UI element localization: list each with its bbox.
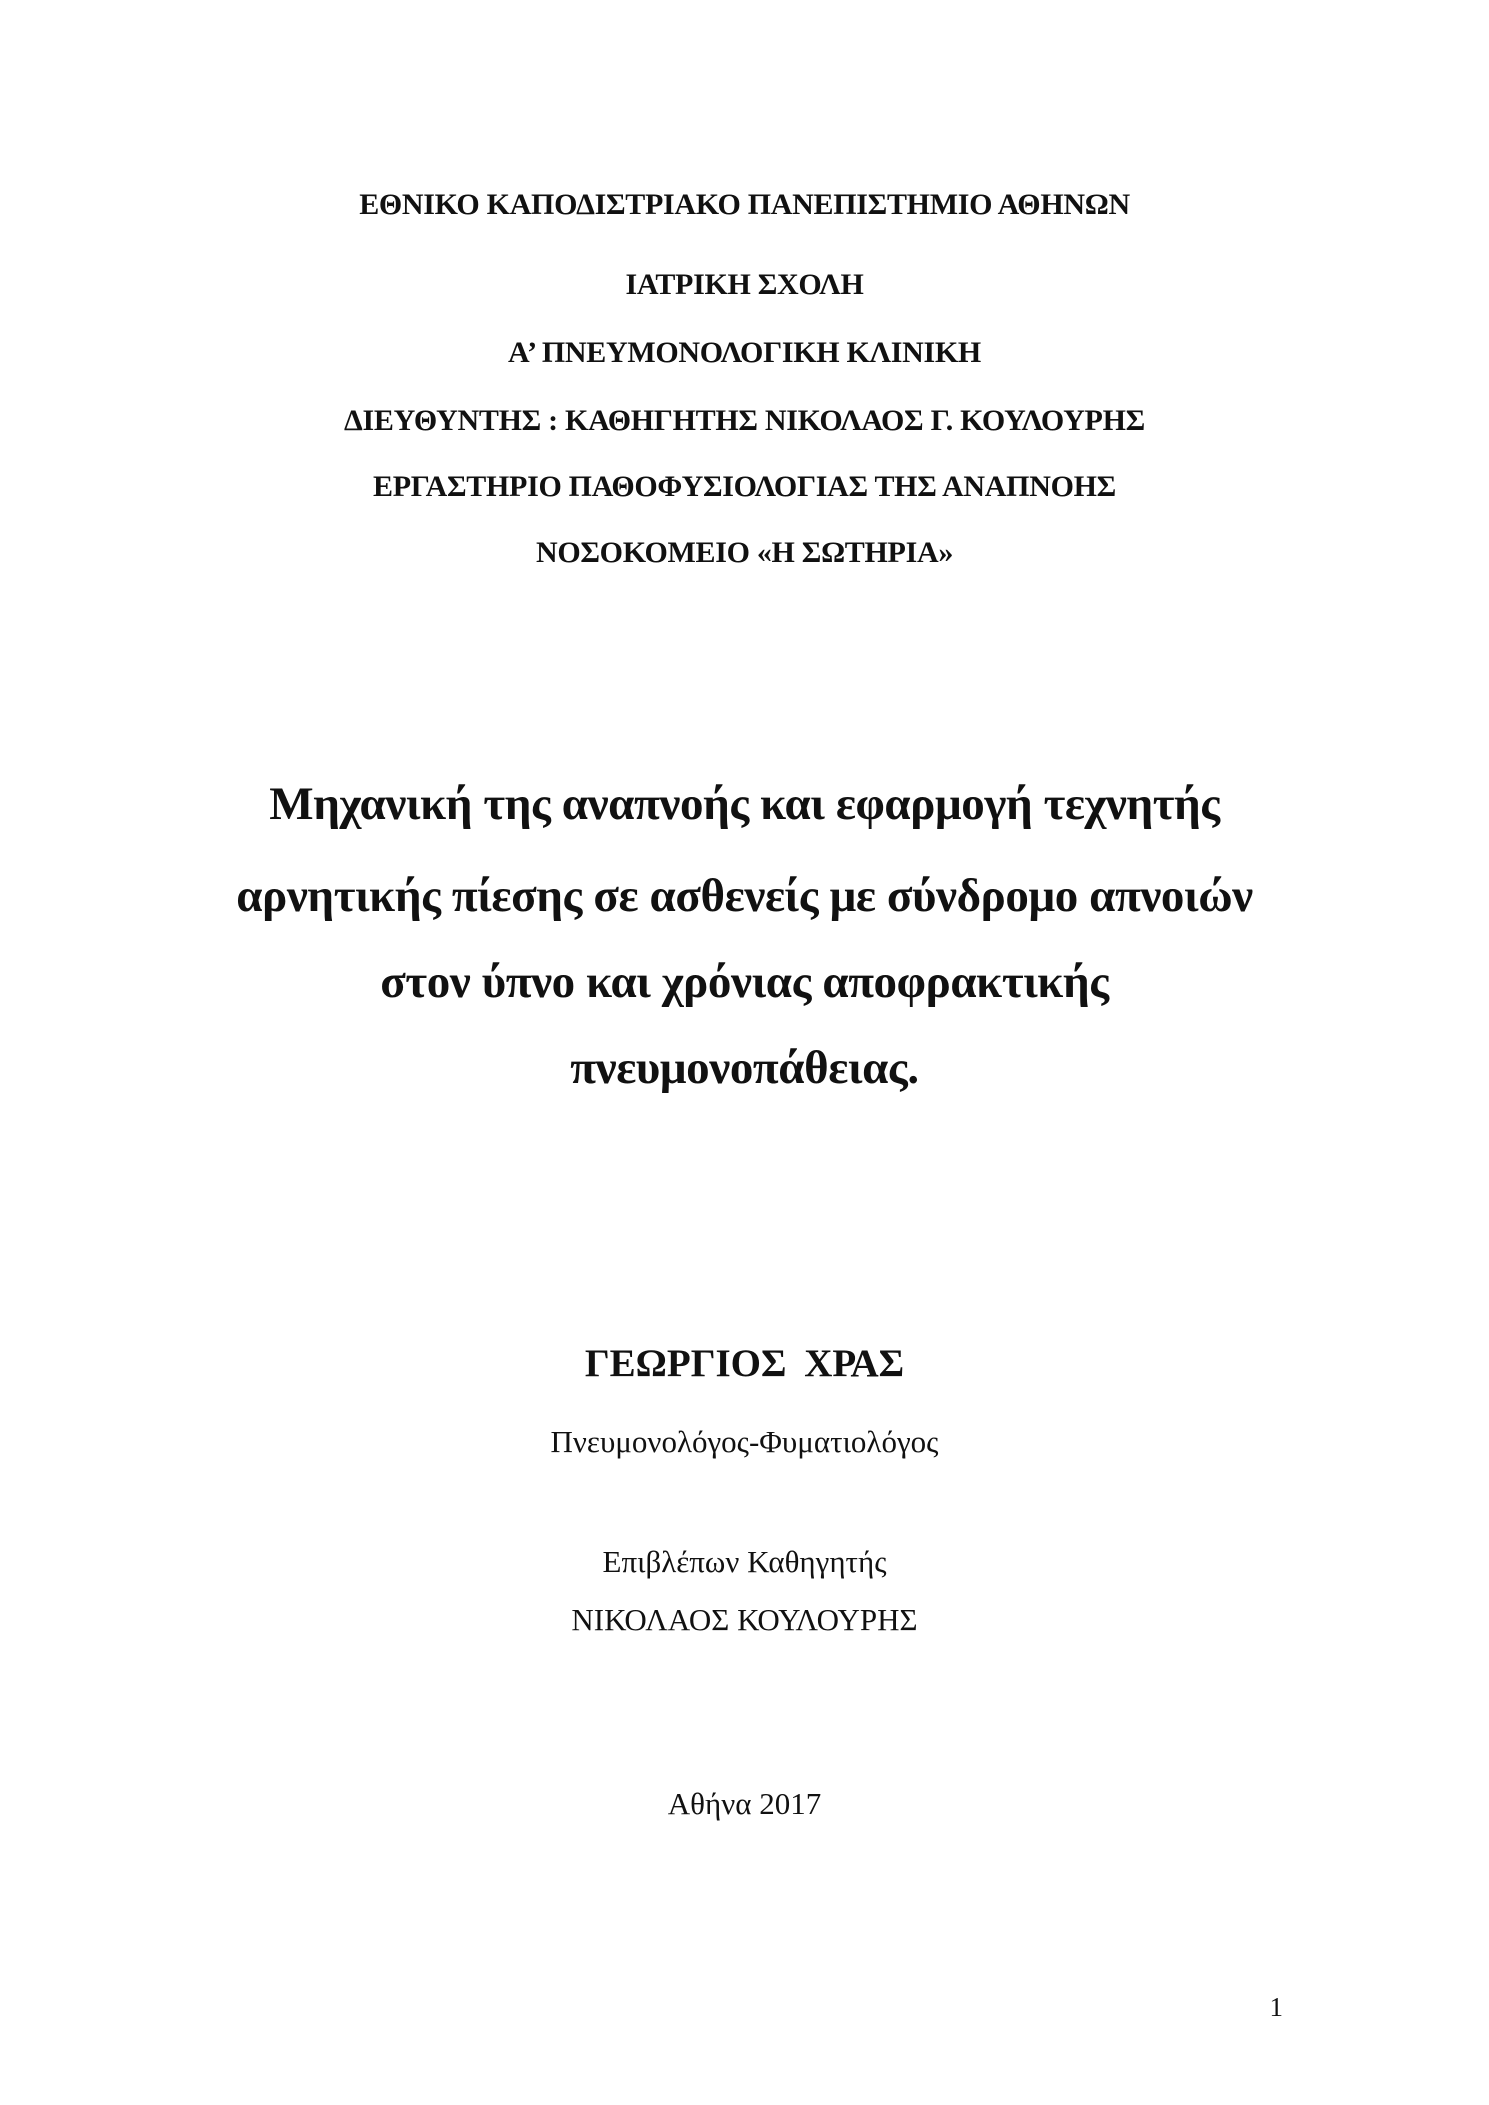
hospital-name: ΝΟΣΟΚΟΜΕΙΟ «Η ΣΩΤΗΡΙΑ» (535, 536, 954, 569)
author-specialty: Πνευμονολόγος-Φυματιολόγος (550, 1424, 939, 1459)
author-name: ΓΕΩΡΓΙΟΣ ΧΡΑΣ (584, 1342, 905, 1385)
place-date: Αθήνα 2017 (667, 1786, 822, 1821)
page-number: 1 (1269, 1992, 1283, 2022)
thesis-title-line-1: Μηχανική της αναπνοής και εφαρμογή τεχνητής (269, 778, 1220, 830)
thesis-title-line-4: πνευμονοπάθειας. (570, 1042, 919, 1094)
supervisor-label: Επιβλέπων Καθηγητής (602, 1544, 887, 1579)
school-name: ΙΑΤΡΙΚΗ ΣΧΟΛΗ (625, 268, 864, 301)
supervisor-name: ΝΙΚΟΛΑΟΣ ΚΟΥΛΟΥΡΗΣ (571, 1602, 918, 1637)
thesis-title-line-3: στον ύπνο και χρόνιας αποφρακτικής (380, 956, 1109, 1008)
director-line: ΔΙΕΥΘΥΝΤΗΣ : ΚΑΘΗΓΗΤΗΣ ΝΙΚΟΛΑΟΣ Γ. ΚΟΥΛΟΥΡΗΣ (344, 404, 1145, 437)
thesis-title-line-2: αρνητικής πίεσης σε ασθενείς με σύνδρομο απνοιών (236, 870, 1253, 922)
university-name: ΕΘΝΙΚΟ ΚΑΠΟΔΙΣΤΡΙΑΚΟ ΠΑΝΕΠΙΣΤΗΜΙΟ ΑΘΗΝΩΝ (359, 188, 1130, 221)
laboratory-name: ΕΡΓΑΣΤΗΡΙΟ ΠΑΘΟΦΥΣΙΟΛΟΓΙΑΣ ΤΗΣ ΑΝΑΠΝΟΗΣ (373, 470, 1116, 503)
clinic-name: Α’ ΠΝΕΥΜΟΝΟΛΟΓΙΚΗ ΚΛΙΝΙΚΗ (508, 336, 981, 369)
